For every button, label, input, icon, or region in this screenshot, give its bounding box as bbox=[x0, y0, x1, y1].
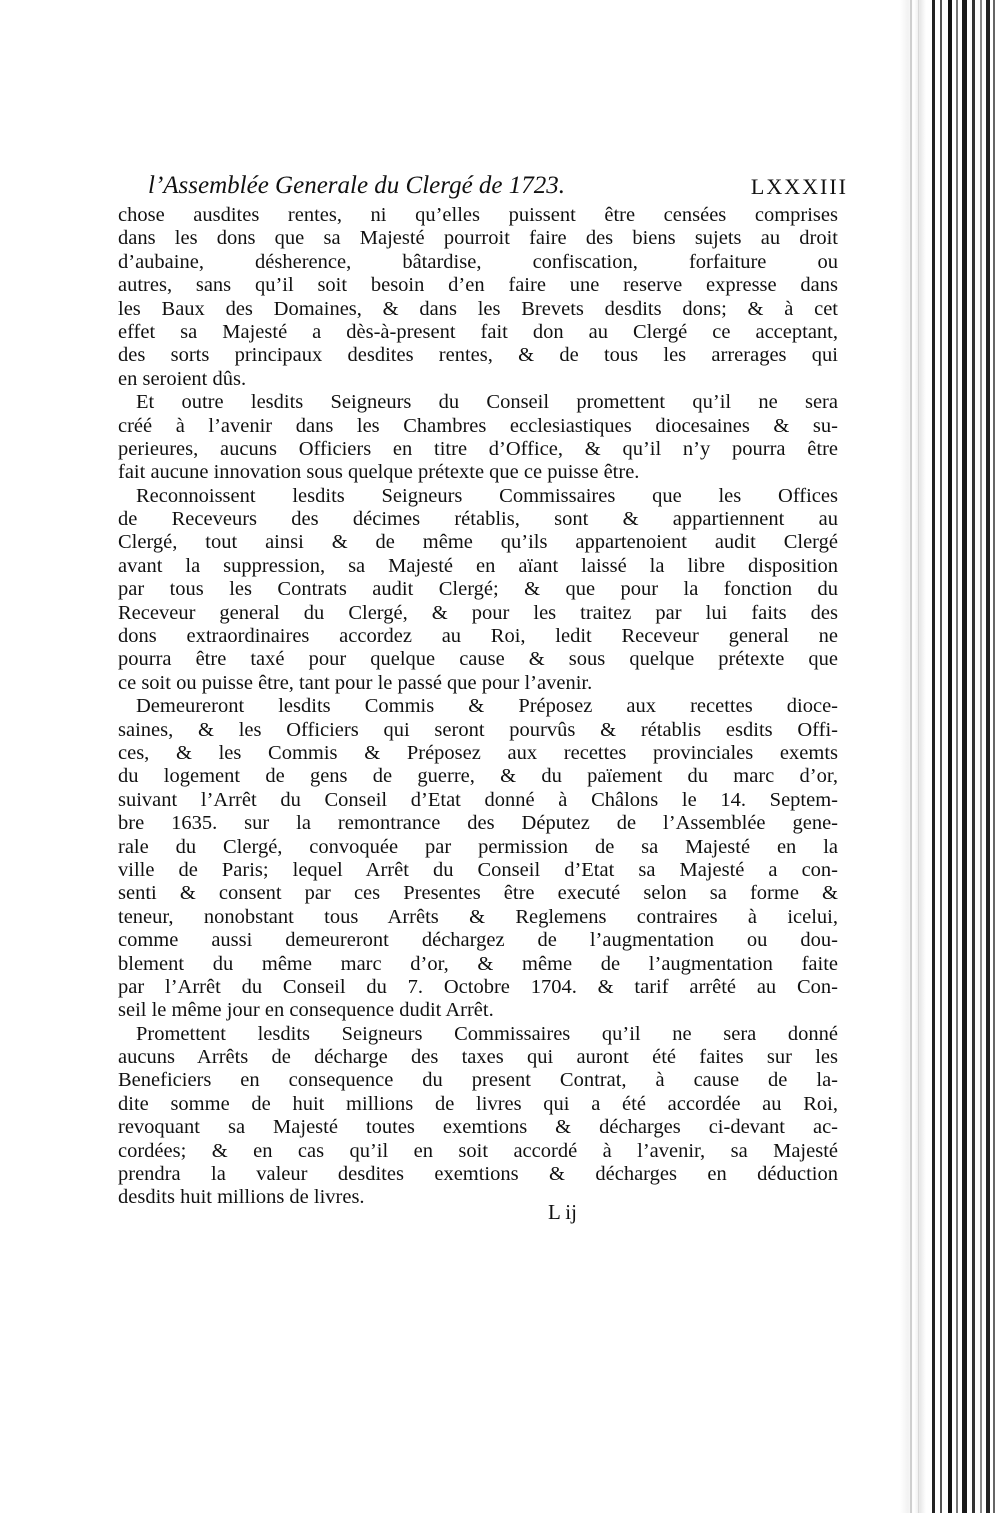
text-line: de Receveurs des décimes rétablis, sont & appartiennent au bbox=[118, 508, 838, 531]
text-line: aucuns Arrêts de décharge des taxes qui auront été faites sur les bbox=[118, 1046, 838, 1069]
page-edge-line bbox=[956, 0, 958, 1513]
text-line: revoquant sa Majesté toutes exemtions & décharges ci-devant ac- bbox=[118, 1116, 838, 1139]
text-line: Beneficiers en consequence du present Contrat, à cause de la- bbox=[118, 1069, 838, 1092]
page-header bbox=[148, 172, 848, 206]
text-line: bre 1635. sur la remontrance des Députez de l’Assemblée gene- bbox=[118, 812, 838, 835]
text-line: Receveur general du Clergé, & pour les traitez par lui faits des bbox=[118, 601, 838, 624]
running-head: l’Assemblée Generale du Clergé de 1723. bbox=[148, 172, 566, 199]
text-line: Promettent lesdits Seigneurs Commissaires qu’il ne sera donné bbox=[136, 1022, 838, 1045]
text-line: suivant l’Arrêt du Conseil d’Etat donné à Châlons le 14. Septem- bbox=[118, 788, 838, 811]
signature-mark: L ij bbox=[548, 1200, 577, 1224]
text-line: fait aucune innovation sous quelque prétexte que ce puisse être. bbox=[118, 461, 640, 484]
text-line: cordées; & en cas qu’il en soit accordé à l’avenir, sa Majesté bbox=[118, 1139, 838, 1162]
text-line: Demeureront lesdits Commis & Préposez aux recettes dioce- bbox=[136, 695, 838, 718]
text-line: dons extraordinaires accordez au Roi, ledit Receveur general ne bbox=[118, 625, 838, 648]
text-line: saines, & les Officiers qui seront pourvûs & rétablis esdits Offi- bbox=[118, 718, 838, 741]
page-edge-line bbox=[986, 0, 990, 1513]
text-line: Reconnoissent lesdits Seigneurs Commissaires que les Offices bbox=[136, 484, 838, 507]
text-line: en seroient dûs. bbox=[118, 367, 247, 390]
text-line: Et outre lesdits Seigneurs du Conseil promettent qu’il ne sera bbox=[136, 391, 838, 414]
text-line: blement du même marc d’or, & même de l’augmentation faite bbox=[118, 952, 838, 975]
text-line: ville de Paris; lequel Arrêt du Conseil d’Etat sa Majesté a con- bbox=[118, 858, 838, 881]
text-line: créé à l’avenir dans les Chambres ecclesiastiques diocesaines & su- bbox=[118, 414, 838, 437]
text-line: prendra la valeur desdites exemtions & décharges en déduction bbox=[118, 1163, 838, 1186]
page-edge-line bbox=[910, 0, 912, 1513]
text-line: avant la suppression, sa Majesté en aïant laissé la libre disposition bbox=[118, 554, 838, 577]
page-edge-line bbox=[993, 0, 995, 1513]
text-line: senti & consent par ces Presentes être executé selon sa forme & bbox=[118, 882, 838, 905]
text-line: rale du Clergé, convoquée par permission de sa Majesté en la bbox=[118, 835, 838, 858]
text-line: ces, & les Commis & Préposez aux recettes provinciales exemts bbox=[118, 741, 838, 764]
text-line: pourra être taxé pour quelque cause & sous quelque prétexte que bbox=[118, 648, 838, 671]
page-number: LXXXIII bbox=[750, 174, 848, 199]
text-line: Clergé, tout ainsi & de même qu’ils appartenoient audit Clergé bbox=[118, 531, 838, 554]
body-text bbox=[118, 204, 838, 1210]
text-line: des sorts principaux desdites rentes, & de tous les arrerages qui bbox=[118, 344, 838, 367]
text-line: seil le même jour en consequence dudit Arrêt. bbox=[118, 999, 494, 1022]
text-line: desdits huit millions de livres. bbox=[118, 1186, 365, 1209]
page-edge-line bbox=[972, 0, 975, 1513]
page-edge-line bbox=[940, 0, 942, 1513]
page-edge-line bbox=[918, 0, 919, 1513]
text-line: autres, sans qu’il soit besoin d’en faire une reserve expresse dans bbox=[118, 274, 838, 297]
text-line: teneur, nonobstant tous Arrêts & Reglemens contraires à icelui, bbox=[118, 905, 838, 928]
page-edge-line bbox=[948, 0, 952, 1513]
text-line: dite somme de huit millions de livres qui a été accordée au Roi, bbox=[118, 1092, 838, 1115]
text-line: chose ausdites rentes, ni qu’elles puissent être censées comprises bbox=[118, 204, 838, 226]
text-line: du logement de gens de guerre, & du païement du marc d’or, bbox=[118, 765, 838, 788]
text-line: perieures, aucuns Officiers en titre d’Office, & qu’il n’y pourra être bbox=[118, 437, 838, 460]
text-line: les Baux des Domaines, & dans les Brevets desdits dons; & à cet bbox=[118, 297, 838, 320]
page-edge-line bbox=[980, 0, 982, 1513]
page-edge-line bbox=[932, 0, 935, 1513]
text-line: ce soit ou puisse être, tant pour le passé que pour l’avenir. bbox=[118, 671, 593, 694]
page-fore-edge bbox=[900, 0, 1000, 1513]
text-line: effet sa Majesté a dès-à-present fait don au Clergé ce acceptant, bbox=[118, 320, 838, 343]
page-edge-line bbox=[962, 0, 967, 1513]
text-line: par tous les Contrats audit Clergé; & que pour la fonction du bbox=[118, 578, 838, 601]
text-line: comme aussi demeureront déchargez de l’augmentation ou dou- bbox=[118, 929, 838, 952]
text-line: d’aubaine, désherence, bâtardise, confiscation, forfaiture ou bbox=[118, 250, 838, 273]
text-line: dans les dons que sa Majesté pourroit faire des biens sujets au droit bbox=[118, 227, 838, 250]
text-line: par l’Arrêt du Conseil du 7. Octobre 1704. & tarif arrêté au Con- bbox=[118, 975, 838, 998]
